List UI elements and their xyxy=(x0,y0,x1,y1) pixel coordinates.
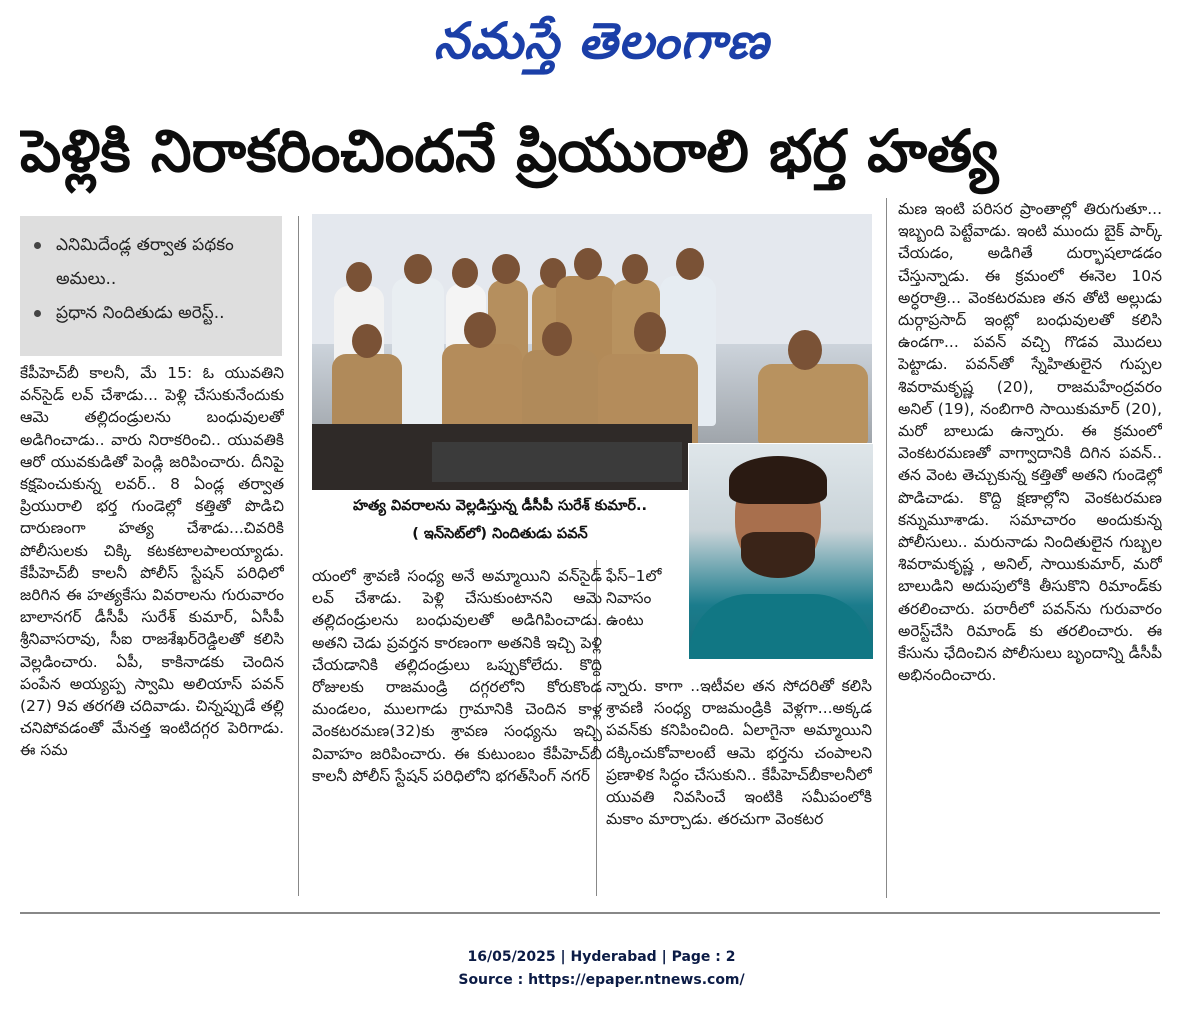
photo-head xyxy=(352,324,382,358)
page-footer xyxy=(0,946,1203,992)
highlight-text: ఎనిమిదేండ్ల తర్వాత పథకం అమలు.. xyxy=(56,235,234,289)
article-text: న్నారు. కాగా ..ఇటీవల తన సోదరితో కలిసి శ్రావణి సంధ్య రాజమండ్రికి వెళ్లగా...అక్కడ పవన్‌కు కనిపించింది. ఏలాగైనా అమ్మాయిని దక్కించుకోవాలంటే ఆమె భర్తను చంపాలని ప్రణాళిక సిద్ధం చేసుకుని.. కేపీహెచ్‌బీకాలనీలో యువతి నివసించే ఇంటికి సమీపంలోకి మకాం మార్చాడు. తరచుగా వెంకటర xyxy=(606,677,872,829)
column-divider xyxy=(886,198,887,898)
highlight-text: ప్రధాన నిందితుడు అరెస్ట్.. xyxy=(56,303,225,323)
photo-head xyxy=(622,254,648,284)
photo-caption xyxy=(312,492,688,552)
photo-head xyxy=(676,248,704,280)
photo-person xyxy=(758,364,868,444)
article-column-3-top xyxy=(606,565,686,675)
photo-head xyxy=(452,258,478,288)
bullet-icon xyxy=(34,310,41,317)
accused-inset-photo xyxy=(688,443,874,660)
photo-head xyxy=(492,254,520,284)
microphones xyxy=(432,442,682,482)
photo-head xyxy=(634,312,666,352)
article-headline: పెళ్లికి నిరాకరించిందనే ప్రియురాలి భర్త హత్య xyxy=(20,117,999,185)
photo-head xyxy=(346,262,372,292)
column-divider xyxy=(298,216,299,896)
masthead-logo: నమస్తే తెలంగాణ xyxy=(433,12,770,70)
article-column-2 xyxy=(312,565,602,895)
photo-head xyxy=(542,322,572,356)
caption-line-1: హత్య వివరాలను వెల్లడిస్తున్న డీసీపీ సురేశ్ కుమార్.. xyxy=(353,498,647,514)
article-column-1 xyxy=(20,362,284,892)
inset-shirt xyxy=(689,594,873,660)
photo-head xyxy=(574,248,602,280)
edition-info: 16/05/2025 | Hyderabad | Page : 2 xyxy=(467,949,736,965)
photo-head xyxy=(404,254,432,284)
article-text: ఫేస్–1లో నివాసం ఉంటు xyxy=(606,567,662,630)
article-text: మణ ఇంటి పరిసర ప్రాంతాల్లో తిరుగుతూ... ఇబ్బంది పెట్టేవాడు. ఇంటి ముందు బైక్ పార్క్ చేయడం, అడిగితే దుర్భాషలాడడం చేస్తున్నాడు. ఈ క్రమంలో ఈనెల 10న అర్ధరాత్రి... వెంకటరమణ తన తోటి అల్లుడు దుర్గాప్రసాద్ ఇంట్లో బంధువులతో కలిసి ఉండగా... పవన్ వచ్చి గొడవ మొదలు పెట్టాడు. పవన్‌తో స్నేహితులైన గుప్పల శివరామకృష్ణ (20), రాజమహేంద్రవరం అనిల్ (19), నంబిగారి సాయికుమార్ (20), మరో బాలుడు ఉన్నారు. ఈ క్రమంలో వెంకటరమణతో వాగ్వాదానికి దిగిన పవన్.. తన వెంట తెచ్చుకున్న కత్తితో అతని గుండెల్లో పొడిచాడు. కొద్ది క్షణాల్లోని వెంకటరమణ కన్నుమూశాడు. సమాచారం అందుకున్న పోలీసులు.. మరునాడు నిందితులైన గుబ్బల శివరామకృష్ణ , అనిల్, సాయికుమార్, మరో బాలుడిని అదుపులోకి తీసుకొని రిమాండ్‌కు తరలించారు. పరారీలో పవన్‌ను గురువారం అరెస్ట్‌చేసి రిమాండ్ కు తరలించారు. ఈ కేసును ఛేదించిన పోలీసులు బృందాన్ని డీసీపీ అభినందించారు. xyxy=(898,200,1162,685)
highlights-box xyxy=(20,216,282,356)
article-text: యంలో శ్రావణి సంధ్య అనే అమ్మాయిని వన్‌సైడ్ లవ్ చేశాడు. పెళ్లి చేసుకుంటానని ఆమె తల్లిదండ్రులను బంధువులతో అడిగిపించాడు. అతని చెడు ప్రవర్తన కారణంగా అతనికి ఇచ్చి పెళ్లి చేయడానికి తల్లిదండ్రులు ఒప్పుకోలేదు. కొద్ది రోజులకు రాజమండ్రి దగ్గరలోని కోరుకొండ మండలం, ములగాడు గ్రామానికి చెందిన కాళ్ల వెంకటరమణ(32)కు శ్రావణ సంధ్యను ఇచ్చి వివాహం జరిపించారు. ఈ కుటుంబం కేపీహెచ్‌బీ కాలనీ పోలీస్ స్టేషన్ పరిధిలోని భగత్‌సింగ్ నగర్ xyxy=(312,567,602,785)
source-link[interactable]: Source : https://epaper.ntnews.com/ xyxy=(458,972,745,988)
caption-line-2: ( ఇన్‌సెట్‌లో) నిందితుడు పవన్ xyxy=(412,526,588,542)
inset-beard xyxy=(741,532,815,578)
inset-hair xyxy=(729,456,827,504)
bottom-rule xyxy=(20,912,1160,914)
bullet-icon xyxy=(34,242,41,249)
photo-head xyxy=(464,312,496,348)
highlight-item xyxy=(20,228,282,296)
article-text: కేపీహెచ్‌బీ కాలనీ, మే 15: ఓ యువతిని వన్‌సైడ్ లవ్ చేశాడు... పెళ్లి చేసుకునేందుకు ఆమె తల్లిదండ్రులను బంధువులతో అడిగించాడు.. వారు నిరాకరించి.. యువతికి ఆరో యువకుడితో పెండ్లి జరిపించారు. దీనిపై కక్షపెంచుకున్న లవర్.. 8 ఏండ్ల తర్వాత ప్రియురాలి భర్త గుండెల్లో కత్తితో పొడిచి దారుణంగా హత్య చేశాడు...చివరికి పోలీసులకు చిక్కి కటకటాలపాలయ్యాడు. కేపీహెచ్‌బీ కాలనీ పోలీస్ స్టేషన్ పరిధిలో జరిగిన ఈ హత్యకేసు వివరాలను గురువారం బాలానగర్ డీసీపీ సురేశ్ కుమార్, ఏసీపీ శ్రీనివాసరావు, సీఐ రాజశేఖర్‌రెడ్డిలతో కలిసి వెల్లడించారు. ఏపీ, కాకినాడకు చెందిన పంపేన అయ్యప్ప స్వామి అలియాస్ పవన్ (27) 9వ తరగతి చదివాడు. చిన్నప్పుడే తల్లి చనిపోవడంతో మేనత్త ఇంటిదగ్గర పెరిగాడు. ఈ సమ xyxy=(20,364,284,760)
article-column-4 xyxy=(898,198,1162,896)
highlight-item xyxy=(20,296,282,330)
article-column-3 xyxy=(606,675,872,895)
photo-head xyxy=(788,330,822,370)
